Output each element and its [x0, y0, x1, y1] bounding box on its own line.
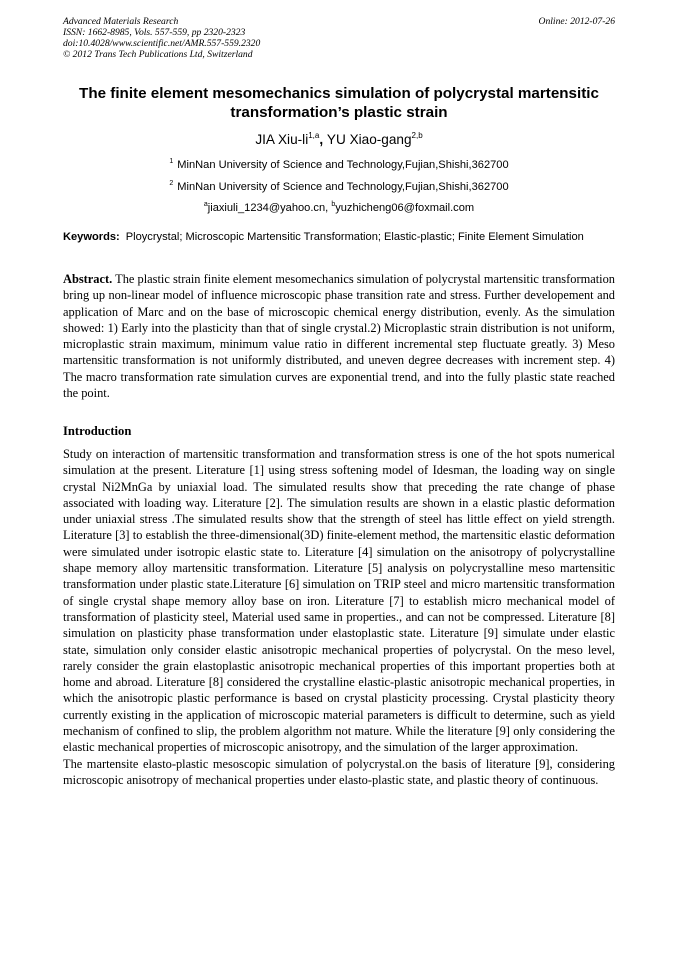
- author-list: [52, 131, 626, 148]
- email-b-marker: b: [331, 201, 336, 208]
- email-separator: ,: [325, 202, 332, 214]
- title-line-1: The finite element mesomechanics simulation of polycrystal martensitic: [79, 85, 599, 102]
- affiliation-2: [52, 180, 626, 194]
- author-separator: ,: [319, 132, 327, 147]
- author-2-name: YU Xiao-gang: [326, 132, 412, 147]
- title-line-2: transformation’s plastic strain: [230, 104, 448, 121]
- keywords-label: Keywords:: [63, 231, 120, 243]
- affiliation-1: [52, 158, 626, 172]
- abstract-text: The plastic strain finite element mesomechanics simulation of polycrystal martensitic transformation bring up non-linear model of influence microscopic phase transition rate and stress. Further developement and application of Marc and on the base of microscopic chemical energy distribution, evenly. As the simulation showed: 1) Early into the plasticity than that of single crystal.2) Microplastic strain distribution is not uniform, microplastic strain maximum, minimum value ratio in different incremental step fluctuate greatly. 3) Meso martensitic transformation is not uniformly distributed, and uneven degree decreases with increment step. 4) The macro transformation rate simulation curves are exponential trend, and into the fully plastic state reached the point.: [63, 272, 615, 401]
- affiliation-2-number: 2: [169, 180, 174, 187]
- introduction-body: [63, 446, 615, 788]
- introduction-paragraph-1: Study on interaction of martensitic transformation and transformation stress is one of the hot spots numerical simulation at the present. Literature [1] using stress softening model of Idesman, the loading way on single crystal Ni2MnGa by uniaxial load. The simulated results show that preceding the rate change of phase associated with loading way. Literature [2]. The simulation results are shown in a elastic plastic deformation under uniaxial stress .The simulated results show that the strength of steel has little effect on yield strength. Literature [3] to establish the three-dimensional(3D) finite-element method, the martensitic elastic deformation were simulated under isotropic elastic state to. Literature [4] simulation on the anisotropy of polycrystalline shape memory alloy martensitic transformation. Literature [5] analysis on polycrystalline meso martensitic transformation under plastic state.Literature [6] simulation on TRIP steel and micro martensitic transformation of single crystal shape memory alloy base on iron. Literature [7] to establish micro mechanical model of transformation of plasticity steel, Material used same in properties., and can not be compressed. Literature [8] simulation on plasticity phase transformation under elastoplastic state. Literature [9] simulate under elastic state, simulation only consider elastic anisotropic mechanical properties of polycrystal. On the meso level, rarely consider the grain elastoplastic anisotropic mechanical properties of this important properties both at home and abroad. Literature [8] considered the crystalline elastic-plastic anisotropic mechanical properties, in which the anisotropic plastic performance is based on crystal plasticity processing. Crystal plasticity theory currently existing in the application of microscopic material parameters is difficult to determine, such as yield mechanism of confined to slip, the problem algorithm not mature. While the literature [9] only considering the elastic mechanical properties of microscopic anisotropy, and the simulation of the larger approximation.: [63, 447, 615, 755]
- author-1-name: JIA Xiu-li: [255, 132, 309, 147]
- affiliation-1-text: MinNan University of Science and Technology,Fujian,Shishi,362700: [177, 159, 509, 171]
- journal-copyright: © 2012 Trans Tech Publications Ltd, Switzerland: [63, 49, 253, 60]
- journal-name: Advanced Materials Research: [63, 16, 179, 27]
- abstract-label: Abstract.: [63, 272, 113, 286]
- online-date: Online: 2012-07-26: [538, 16, 615, 27]
- paper-title: [52, 84, 626, 122]
- email-a[interactable]: jiaxiuli_1234@yahoo.cn: [207, 202, 326, 214]
- journal-issn: ISSN: 1662-8985, Vols. 557-559, pp 2320-2323: [63, 27, 246, 38]
- journal-doi: doi:10.4028/www.scientific.net/AMR.557-559.2320: [63, 38, 261, 49]
- introduction-heading: Introduction: [63, 424, 132, 438]
- author-2-affil: 2,b: [411, 131, 423, 140]
- affiliation-1-number: 1: [169, 158, 174, 165]
- affiliation-2-text: MinNan University of Science and Technology,Fujian,Shishi,362700: [177, 181, 509, 193]
- email-b[interactable]: yuzhicheng06@foxmail.com: [335, 202, 475, 214]
- author-emails: [52, 201, 626, 215]
- abstract: [63, 271, 615, 401]
- author-1-affil: 1,a: [308, 131, 320, 140]
- email-a-marker: a: [203, 201, 208, 208]
- journal-header: [63, 16, 615, 60]
- introduction-paragraph-2: The martensite elasto-plastic mesoscopic simulation of polycrystal.on the basis of literature [9], considering microscopic anisotropy of mechanical properties under elasto-plastic state, and plastic theory of continuous.: [63, 756, 615, 787]
- keywords-text: Ploycrystal; Microscopic Martensitic Transformation; Elastic-plastic; Finite Element Simulation: [125, 231, 584, 243]
- keywords: [63, 230, 615, 244]
